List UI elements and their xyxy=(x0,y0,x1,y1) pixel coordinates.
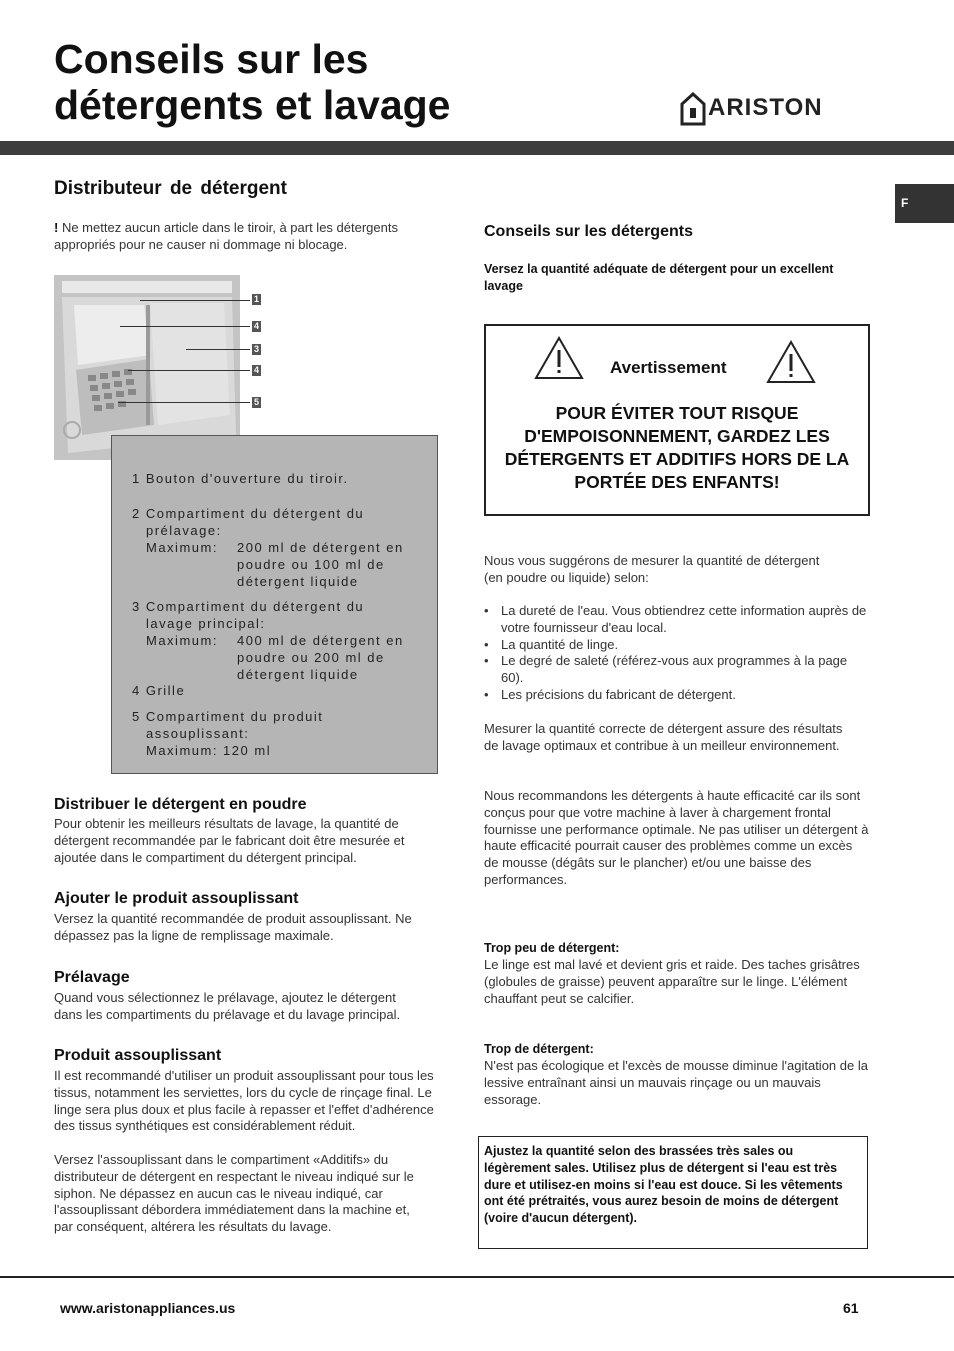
page-title-line2: détergents et lavage xyxy=(54,82,451,128)
list-item: • La quantité de linge. xyxy=(484,637,869,654)
legend-item-2-max-label: Maximum: xyxy=(146,540,218,555)
warning-mark: ! xyxy=(54,220,59,235)
heading-detergent-tips: Conseils sur les détergents xyxy=(484,223,693,240)
paragraph-prewash: Quand vous sélectionnez le prélavage, ajoutez le détergent dans les compartiments du prélavage et du lavage principal. xyxy=(54,990,401,1022)
legend-item-4: 4 Grille xyxy=(132,683,186,698)
paragraph-measure: Mesurer la quantité correcte de détergent assure des résultats de lavage optimaux et contribue à un meilleur environnement. xyxy=(484,721,843,753)
language-tab xyxy=(895,184,954,223)
dispenser-intro-text: Ne mettez aucun article dans le tiroir, à part les détergents appropriés pour ne causer ni dommage ni blocage. xyxy=(54,220,398,252)
page-number: 61 xyxy=(843,1300,859,1316)
brand-logo xyxy=(680,92,865,128)
paragraph-product-1: Il est recommandé d'utiliser un produit assouplissant pour tous les tissus, notamment les serviettes, lors du cycle de rinçage final. Le linge sera plus doux et plus facile à repasser et l'effet d'adhérence des tissus synthétiques est considérablement réduit. xyxy=(54,1068,434,1134)
heading-powder: Distribuer le détergent en poudre xyxy=(54,796,307,813)
callout-number: 3 xyxy=(253,344,259,354)
legend-item-2-max-2: poudre ou 100 ml de xyxy=(237,557,385,572)
tip-text: Ajustez la quantité selon des brassées très sales ou légèrement sales. Utilisez plus de détergent si l'eau est très dure et utilisez-en moins si l'eau est douce. Si les vêtements ont été prétraités, vous aurez besoin de moins de détergent (voire d'aucun détergent). xyxy=(484,1144,843,1226)
paragraph-too-little: Le linge est mal lavé et devient gris et raide. Des taches grisâtres (globules de graisse) peuvent apparaître sur le linge. L'élément chauffant peut se calcifier. xyxy=(484,957,860,1006)
legend-item-3-max-1: 400 ml de détergent en xyxy=(237,633,404,648)
callout-number: 1 xyxy=(253,294,259,304)
section-title-dispenser: Distributeur de détergent xyxy=(54,178,287,199)
paragraph-suggest: Nous vous suggérons de mesurer la quantité de détergent (en poudre ou liquide) selon: xyxy=(484,553,820,585)
heading-too-much: Trop de détergent: xyxy=(484,1042,594,1056)
callout-number: 4 xyxy=(253,321,259,331)
page-title xyxy=(54,36,451,128)
legend-item-3-max-2: poudre ou 200 ml de xyxy=(237,650,385,665)
legend-item-2-max-3: détergent liquide xyxy=(237,574,359,589)
heading-softener: Ajouter le produit assouplissant xyxy=(54,890,299,907)
legend-item-2-max-1: 200 ml de détergent en xyxy=(237,540,404,555)
legend-item-3-max-label: Maximum: xyxy=(146,633,218,648)
detergent-drawer-photo xyxy=(54,275,240,460)
paragraph-powder: Pour obtenir les meilleurs résultats de lavage, la quantité de détergent recommandée par le fabricant doit être mesurée et ajoutée dans le compartiment du détergent principal. xyxy=(54,816,405,865)
detergent-factors-list xyxy=(484,603,869,704)
list-item: • Les précisions du fabricant de détergent. xyxy=(484,687,869,704)
legend-item-3-max-3: détergent liquide xyxy=(237,667,359,682)
dispenser-intro xyxy=(54,220,404,254)
legend-item-5-max: Maximum: 120 ml xyxy=(146,743,272,758)
legend-item-2-sub: prélavage: xyxy=(146,523,222,538)
lead-text: Versez la quantité adéquate de détergent pour un excellent lavage xyxy=(484,262,834,293)
list-item: • La dureté de l'eau. Vous obtiendrez cette information auprès de votre fournisseur d'eau local. xyxy=(484,603,869,637)
page-title-line1: Conseils sur les xyxy=(54,36,369,82)
legend-item-1: 1 Bouton d'ouverture du tiroir. xyxy=(132,471,349,486)
paragraph-too-much: N'est pas écologique et l'excès de mousse diminue l'agitation de la lessive entraînant ainsi un mauvais rinçage ou un mauvais essorage. xyxy=(484,1058,868,1107)
callout-line-1 xyxy=(140,300,250,301)
footer-divider xyxy=(0,1276,954,1278)
callout-number: 4 xyxy=(253,365,259,375)
warning-triangle-icon xyxy=(534,336,584,380)
legend-item-5: 5 Compartiment du produit xyxy=(132,709,324,724)
paragraph-recommend: Nous recommandons les détergents à haute efficacité car ils sont conçus pour que votre machine à laver à chargement frontal fournisse une performance optimale. Ne pas utiliser un détergent à haute efficacité pourrait causer des problèmes comme un excès de mousse (dégâts sur le plancher) et/ou une baisse des performances. xyxy=(484,788,869,887)
paragraph-product-2: Versez l'assouplissant dans le compartiment «Additifs» du distributeur de détergent en respectant le niveau indiqué sur le siphon. Ne dépassez en aucun cas le niveau indiqué, car l'assouplissant débordera immédiatement dans la machine et, par conséquent, altérera les résultats du lavage. xyxy=(54,1152,414,1235)
legend-item-5-sub: assouplissant: xyxy=(146,726,250,741)
legend-item-2: 2 Compartiment du détergent du xyxy=(132,506,365,521)
warning-text: POUR ÉVITER TOUT RISQUE D'EMPOISONNEMENT, GARDEZ LES DÉTERGENTS ET ADDITIFS HORS DE LA PORTÉE DES ENFANTS! xyxy=(504,403,850,492)
footer-url-link[interactable]: www.aristonappliances.us xyxy=(60,1300,236,1316)
heading-prewash: Prélavage xyxy=(54,969,130,986)
drawer-legend-box xyxy=(111,435,438,774)
heading-product: Produit assouplissant xyxy=(54,1047,222,1064)
paragraph-softener: Versez la quantité recommandée de produit assouplissant. Ne dépassez pas la ligne de remplissage maximale. xyxy=(54,911,412,943)
header-divider-bar xyxy=(0,141,954,155)
callout-line-4b xyxy=(128,370,250,371)
callout-number: 5 xyxy=(253,397,259,407)
brand-name: ARISTON xyxy=(708,94,823,121)
callout-line-3 xyxy=(186,349,250,350)
callout-line-5 xyxy=(118,402,250,403)
drawer-illustration xyxy=(54,275,240,460)
legend-item-3-sub: lavage principal: xyxy=(146,616,266,631)
warning-box xyxy=(484,324,870,516)
tip-box xyxy=(478,1136,868,1249)
list-item: • Le degré de saleté (référez-vous aux programmes à la page 60). xyxy=(484,653,869,687)
language-tab-label: F xyxy=(901,196,909,210)
callout-line-4a xyxy=(120,326,250,327)
warning-title: Avertissement xyxy=(610,358,727,377)
heading-too-little: Trop peu de détergent: xyxy=(484,941,620,955)
house-logo-icon xyxy=(680,92,706,126)
legend-item-3: 3 Compartiment du détergent du xyxy=(132,599,365,614)
warning-triangle-icon xyxy=(766,340,816,384)
